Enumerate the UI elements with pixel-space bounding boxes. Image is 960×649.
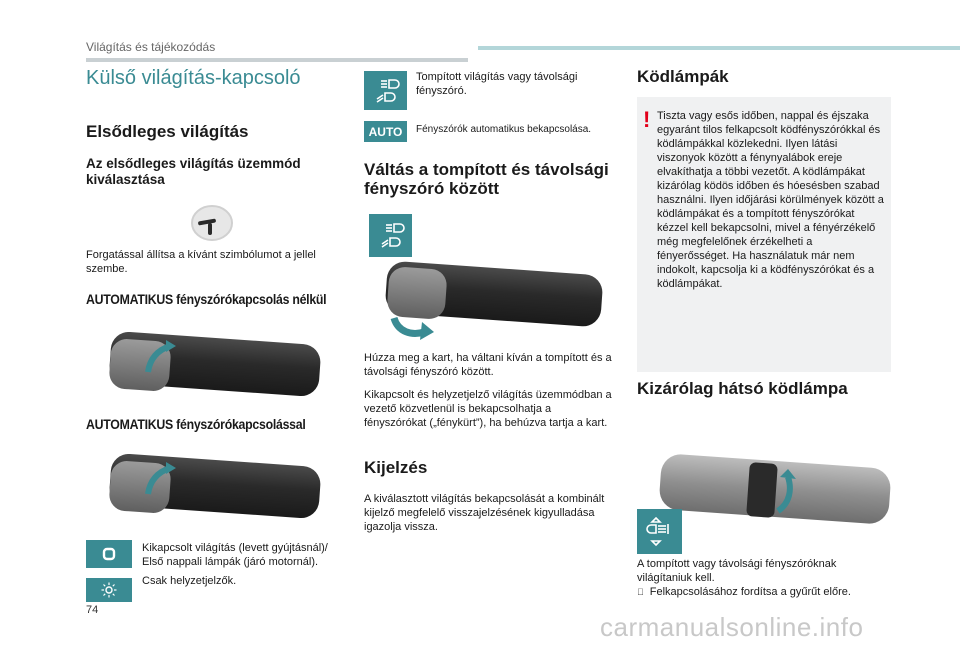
fog-warning-box: [637, 97, 891, 372]
pull-arrow-icon: [390, 314, 436, 342]
rear-fog-icon: [637, 509, 682, 554]
bullet-icon: [637, 587, 644, 597]
sidelights-icon: [86, 578, 132, 602]
section-header: Világítás és tájékozódás: [86, 40, 216, 54]
steering-wheel-icon: [190, 203, 234, 243]
instruction-text: Forgatással állítsa a kívánt szimbólumot a jellel szembe.: [86, 249, 316, 275]
display-title: Kijelzés: [364, 458, 428, 477]
warning-icon: !: [643, 107, 651, 132]
header-rule-accent: [478, 46, 960, 50]
fog-title: Ködlámpák: [637, 67, 729, 86]
headlight-beam-icon: [364, 71, 407, 110]
switch-stalk-image: [110, 330, 320, 400]
switching-text-2: Kikapcsolt és helyzetjelző világítás üzemmódban a vezető közvetlenül is bekapcsolhatja a fényszórókat („fénykürt”), ha behúzva tartja a kart.: [364, 389, 612, 429]
ring-forward-arrow-icon: [772, 469, 798, 515]
page-number: 74: [86, 604, 99, 616]
rear-fog-text-2: Felkapcsolásához fordítsa a gyűrűt előre.: [643, 586, 845, 598]
display-text: A kiválasztott világítás bekapcsolását a kombinált kijelző megfelelő visszajelzésének kigyulladása igazolja vissza.: [364, 493, 605, 533]
rear-fog-text-1: A tompított vagy távolsági fényszóróknak világítaniuk kell.: [637, 558, 837, 584]
switch-stalk-auto-image: [110, 452, 320, 522]
header-rule: [86, 58, 468, 62]
watermark: carmanualsonline.info: [600, 612, 864, 642]
page-title: Külső világítás-kapcsoló: [86, 67, 301, 89]
primary-title: Elsődleges világítás: [86, 122, 249, 141]
fog-warning-text: Tiszta vagy esős időben, nappal és éjszaka egyaránt tilos felkapcsolt ködfényszórókkal és ködlámpákkal közlekedni. Ilyen látási viszonyok között a fénynyalábok ereje elvakíthatja a többi vezetőt. A ködlámpákat kizárólag ködös időben és hóesésben szabad használni. Ilyen időjárási körülmények között a ködlámpákat és a tompított fényszórókat kézzel kell bekapcsolni, mivel a fényérzékelő még megfelelőnek érzékelheti a fényerősséget. Ha használatuk már nem indokolt, kapcsolja ki a ködfényszórókat és a ködlámpákat.: [657, 110, 884, 290]
switching-text-1: Húzza meg a kart, ha váltani kíván a tompított és a távolsági fényszóró között.: [364, 352, 612, 378]
without-auto-heading: AUTOMATIKUS fényszórókapcsolás nélkül: [86, 291, 327, 307]
lights-off-icon: [86, 540, 132, 568]
legend-side-text: Csak helyzetjelzők.: [142, 575, 237, 587]
legend-off-text: Kikapcsolt világítás (levett gyújtásnál)/ Első nappali lámpák (járó motornál).: [142, 542, 328, 568]
mode-title: Az elsődleges világítás üzemmód kiválasztása: [86, 156, 301, 187]
switch-stalk-fog-image: [660, 455, 890, 525]
beam-switch-icon: [369, 214, 412, 257]
rotate-arrow-icon: [140, 338, 180, 378]
legend-auto-text: Fényszórók automatikus bekapcsolása.: [416, 124, 592, 135]
legend-beam-text: Tompított világítás vagy távolsági fényszóró.: [416, 71, 578, 97]
rear-fog-text-2-row: [637, 585, 897, 599]
with-auto-heading: AUTOMATIKUS fényszórókapcsolással: [86, 416, 306, 432]
auto-icon: AUTO: [364, 121, 407, 142]
rear-fog-title: Kizárólag hátsó ködlámpa: [637, 379, 848, 398]
switching-title: Váltás a tompított és távolsági fényszóró között: [364, 160, 609, 198]
rotate-arrow-icon: [140, 460, 180, 500]
